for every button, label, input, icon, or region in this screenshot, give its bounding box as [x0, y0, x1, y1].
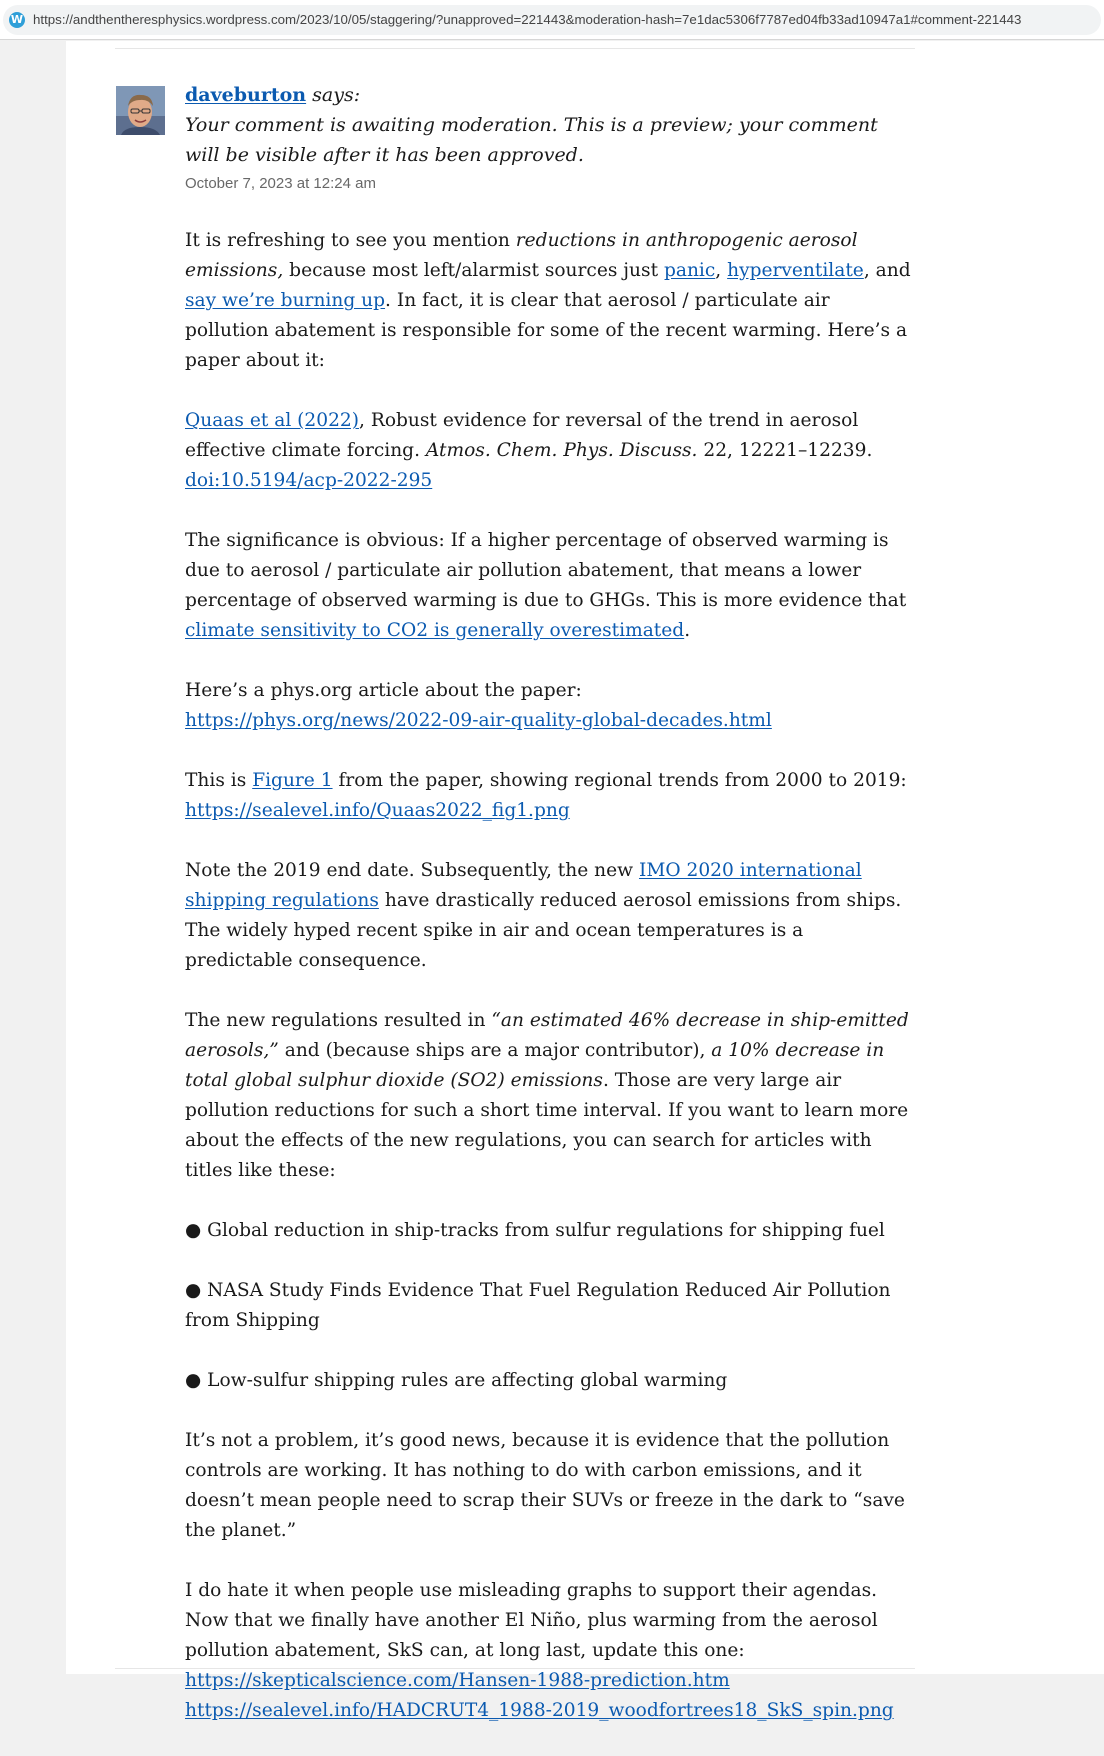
text: , — [715, 260, 728, 281]
author-link[interactable]: daveburton — [185, 84, 307, 106]
url-field[interactable] — [3, 5, 1101, 35]
comment — [185, 80, 915, 1756]
wordpress-icon: W — [10, 13, 24, 26]
text: The new regulations resulted in — [185, 1010, 492, 1031]
address-bar — [0, 0, 1104, 40]
text: It is refreshing to see you mention — [185, 230, 516, 251]
emphasis: reductions in anthropogenic aerosol emissions, — [185, 230, 858, 281]
paragraph-6 — [185, 856, 915, 976]
paragraph-3 — [185, 526, 915, 646]
text: because most left/alarmist sources just — [283, 260, 664, 281]
quaas-link[interactable]: Quaas et al (2022) — [185, 410, 359, 431]
fig1-image-link[interactable]: https://sealevel.info/Quaas2022_fig1.png — [185, 800, 570, 821]
bullet-item: ● Low-sulfur shipping rules are affecting global warming — [185, 1370, 728, 1391]
text: I do hate it when people use misleading graphs to support their agendas. Now that we finally have another El Niño, plus warming from the aerosol pollution abatement, SkS can, at long last, update this one: — [185, 1580, 878, 1661]
bottom-divider — [115, 1668, 915, 1669]
hadcrut-link[interactable]: https://sealevel.info/HADCRUT4_1988-2019_woodfortrees18_SkS_spin.png — [185, 1700, 894, 1721]
text: This is — [185, 770, 253, 791]
hyperventilate-link[interactable]: hyperventilate — [727, 260, 864, 281]
text: . — [684, 620, 691, 641]
paragraph-4 — [185, 676, 915, 736]
text: and (because ships are a major contributor), — [278, 1040, 712, 1061]
moderation-notice: Your comment is awaiting moderation. This is a preview; your comment will be visible after it has been approved. — [185, 114, 878, 166]
imo-2020-link[interactable]: IMO 2020 international shipping regulations — [185, 860, 862, 911]
avatar[interactable] — [116, 86, 165, 135]
says-label: says: — [312, 84, 361, 106]
text: from the paper, showing regional trends from 2000 to 2019: — [332, 770, 907, 791]
panic-link[interactable]: panic — [663, 260, 716, 281]
paragraph-5 — [185, 766, 915, 826]
journal-name: Atmos. Chem. Phys. Discuss. — [425, 440, 698, 461]
paragraph-1 — [185, 226, 915, 376]
url-text[interactable]: https://andthentheresphysics.wordpress.com/2023/10/05/staggering/?unapproved=221443&moderation-hash=7e1dac5306f7787ed04fb33ad10947a1#comment-221443 — [33, 12, 1022, 27]
paragraph-9 — [185, 1576, 915, 1726]
avatar-image — [116, 86, 165, 135]
skepticalscience-link[interactable]: https://skepticalscience.com/Hansen-1988-prediction.htm — [185, 1670, 730, 1691]
figure-1-link[interactable]: Figure 1 — [252, 770, 333, 791]
paragraph-8: It’s not a problem, it’s good news, because it is evidence that the pollution controls are working. It has nothing to do with carbon emissions, and it doesn’t mean people need to scrap their SUVs or freeze in the dark to “save the planet.” — [185, 1430, 905, 1541]
climate-sensitivity-link[interactable]: climate sensitivity to CO2 is generally overestimated — [185, 620, 685, 641]
comment-body — [185, 226, 915, 1726]
bullet-item: ● Global reduction in ship-tracks from sulfur regulations for shipping fuel — [185, 1220, 885, 1241]
burning-up-link[interactable]: say we’re burning up — [185, 290, 386, 311]
bullet-item: ● NASA Study Finds Evidence That Fuel Regulation Reduced Air Pollution from Shipping — [185, 1280, 891, 1331]
text: . In fact, it is clear that aerosol / particulate air pollution abatement is responsible for some of the recent warming. Here’s a paper about it: — [185, 290, 908, 371]
paragraph-7 — [185, 1006, 915, 1186]
paragraph-2 — [185, 406, 915, 496]
text: . Those are very large air pollution reductions for such a short time interval. If you want to learn more about the effects of the new regulations, you can search for articles with titles like these: — [185, 1070, 909, 1181]
comment-meta — [185, 80, 915, 110]
text: Note the 2019 end date. Subsequently, the new — [185, 860, 639, 881]
physorg-link[interactable]: https://phys.org/news/2022-09-air-quality-global-decades.html — [185, 710, 772, 731]
text: , Robust evidence for reversal of the trend in aerosol effective climate forcing. — [185, 410, 859, 461]
text: 22, 12221–12239. — [697, 440, 873, 461]
doi-link[interactable]: doi:10.5194/acp-2022-295 — [185, 470, 433, 491]
comment-date[interactable]: October 7, 2023 at 12:24 am — [185, 175, 376, 192]
text: , and — [863, 260, 911, 281]
emphasis: “an estimated 46% decrease in ship-emitted aerosols,” — [185, 1010, 909, 1061]
text: have drastically reduced aerosol emissions from ships. The widely hyped recent spike in air and ocean temperatures is a predictable consequence. — [185, 890, 902, 971]
text: Here’s a phys.org article about the paper: — [185, 680, 582, 701]
top-divider — [115, 48, 915, 49]
text: The significance is obvious: If a higher percentage of observed warming is due to aerosol / particulate air pollution abatement, that means a lower percentage of observed warming is due to GHGs. This is more evidence that — [185, 530, 907, 611]
emphasis: a 10% decrease in total global sulphur dioxide (SO2) emissions — [185, 1040, 885, 1091]
